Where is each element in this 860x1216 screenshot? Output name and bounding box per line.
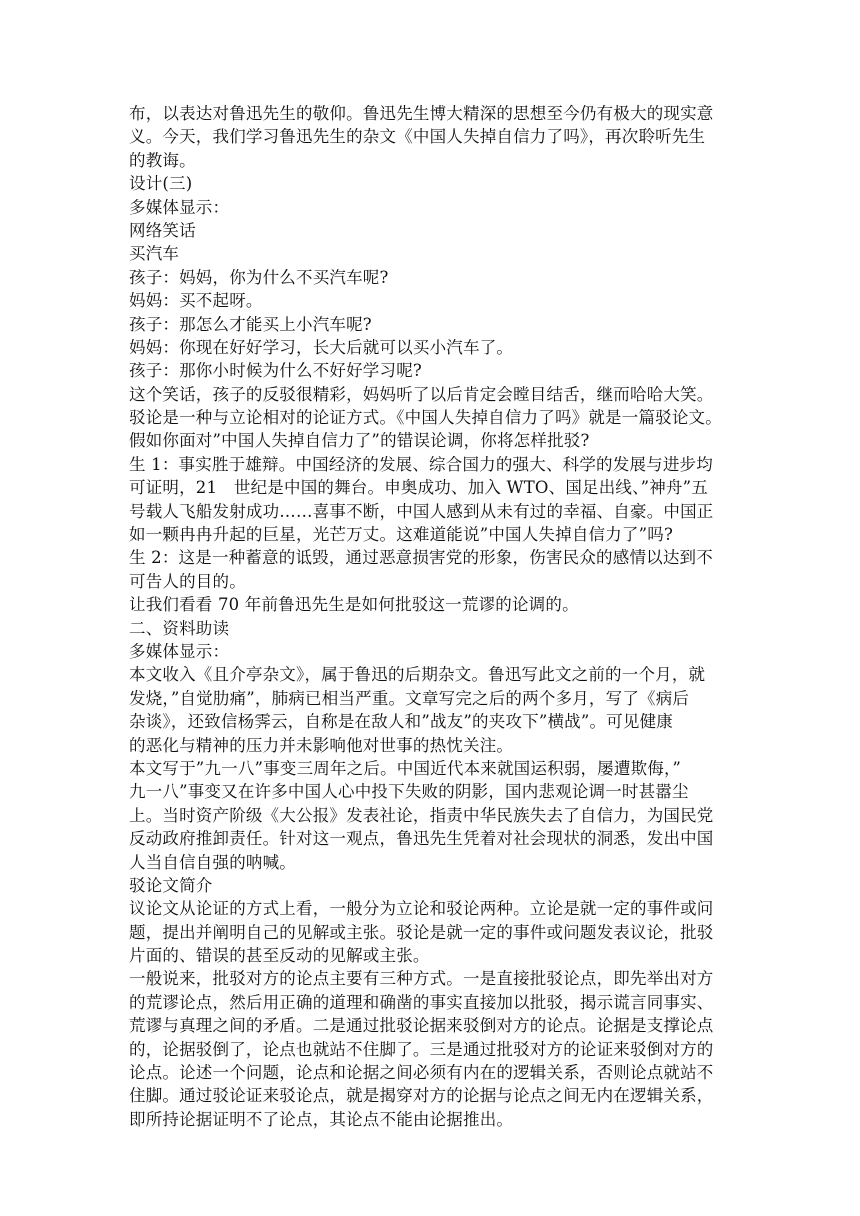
text-line: 题，提出并阐明自己的见解或主张。驳论是就一定的事件或问题发表议论，批驳 [129,922,714,942]
text-line: 本文写于”九一八”事变三周年之后。中国近代本来就国运积弱，屡遭欺侮，” [129,758,682,778]
text-line: 的，论据驳倒了，论点也就站不住脚了。三是通过批驳对方的论证来驳倒对方的 [129,1039,714,1059]
paragraph [129,593,733,616]
text-line: 妈妈：你现在好好学习，长大后就可以买小汽车了。 [129,337,514,357]
text-line: 荒谬与真理之间的矛盾。二是通过批驳论据来驳倒对方的论点。论据是支撑论点 [129,1016,714,1036]
paragraph [129,266,733,289]
text-line: 的恶化与精神的压力并未影响他对世事的热忱关注。 [129,735,514,755]
text-line: 论点。论述一个问题，论点和论据之间必须有内在的逻辑关系，否则论点就站不 [129,1063,714,1083]
text-line: 九一八”事变又在许多中国人心中投下失败的阴影，国内悲观论调一时甚嚣尘 [129,782,689,802]
text-line: 孩子：那怎么才能买上小汽车呢? [129,314,372,334]
text-line: 反动政府推卸责任。针对这一观点，鲁迅先生凭着对社会现状的洞悉，发出中国 [129,829,714,849]
text-line: 号载人飞船发射成功……喜事不断，中国人感到从未有过的幸福、自豪。中国正 [129,501,714,521]
text-line: 发烧，”自觉肋痛”，肺病已相当严重。文章写完之后的两个多月，写了《病后 [129,688,690,708]
text-line: 二、资料助读 [129,618,230,638]
text-line: 让我们看看 70 年前鲁迅先生是如何批驳这一荒谬的论调的。 [129,595,579,615]
text-line: 孩子：妈妈，你为什么不买汽车呢? [129,267,389,287]
text-line: 网络笑话 [129,220,196,240]
paragraph [129,219,733,242]
text-line: 多媒体显示： [129,197,230,217]
text-line: 议论文从论证的方式上看，一般分为立论和驳论两种。立论是就一定的事件或问 [129,899,714,919]
paragraph [129,359,733,382]
text-line: 一般说来，批驳对方的论点主要有三种方式。一是直接批驳论点，即先举出对方 [129,969,714,989]
paragraph [129,546,733,593]
paragraph [129,663,733,757]
text-line: 义。今天，我们学习鲁迅先生的杂文《中国人失掉自信力了吗》，再次聆听先生 [129,127,706,147]
text-line: 可告人的目的。 [129,571,246,591]
paragraph [129,453,733,547]
paragraph [129,289,733,312]
text-line: 设计(三) [129,174,193,194]
paragraph [129,383,733,406]
paragraph [129,967,733,1131]
paragraph [129,640,733,663]
text-line: 可证明，21 世纪是中国的舞台。申奥成功、加入 WTO、国足出线、”神舟”五 [129,478,708,498]
text-line: 住脚。通过驳论证来驳论点，就是揭穿对方的论据与论点之间无内在逻辑关系， [129,1086,714,1106]
text-line: 即所持论据证明不了论点，其论点不能由论据推出。 [129,1109,514,1129]
paragraph [129,757,733,874]
text-line: 片面的、错误的甚至反动的见解或主张。 [129,946,430,966]
paragraph [129,102,733,172]
paragraph [129,406,733,429]
paragraph [129,313,733,336]
text-line: 生 2：这是一种蓄意的诋毁，通过恶意损害党的形象，伤害民众的感情以达到不 [129,548,713,568]
paragraph [129,172,733,195]
text-line: 妈妈：买不起呀。 [129,291,263,311]
paragraph [129,242,733,265]
text-line: 孩子：那你小时候为什么不好好学习呢? [129,361,422,381]
paragraph [129,196,733,219]
text-line: 买汽车 [129,244,180,264]
text-line: 多媒体显示： [129,641,230,661]
text-line: 上。当时资产阶级《大公报》发表社论，指责中华民族失去了自信力，为国民党 [129,805,714,825]
text-line: 如一颗冉冉升起的巨星，光芒万丈。这难道能说”中国人失掉自信力了”吗? [129,525,674,545]
text-line: 生 1：事实胜于雄辩。中国经济的发展、综合国力的强大、科学的发展与进步均 [129,454,713,474]
paragraph [129,897,733,967]
paragraph [129,874,733,897]
text-line: 布，以表达对鲁迅先生的敬仰。鲁迅先生博大精深的思想至今仍有极大的现实意 [129,104,714,123]
paragraph [129,617,733,640]
text-line: 假如你面对”中国人失掉自信力了”的错误论调，你将怎样批驳? [129,431,590,451]
text-line: 本文收入《且介亭杂文》，属于鲁迅的后期杂文。鲁迅写此文之前的一个月，就 [129,665,706,685]
text-line: 人当自信自强的呐喊。 [129,852,296,872]
paragraph [129,336,733,359]
document-body [129,102,733,1131]
text-line: 的教诲。 [129,150,196,170]
text-line: 的荒谬论点，然后用正确的道理和确凿的事实直接加以批驳，揭示谎言同事实、 [129,992,714,1012]
text-line: 这个笑话，孩子的反驳很精彩，妈妈听了以后肯定会瞠目结舌，继而哈哈大笑。 [129,384,714,404]
paragraph [129,429,733,452]
text-line: 杂谈》，还致信杨霁云，自称是在敌人和”战友”的夹攻下”横战”。可见健康 [129,712,673,732]
text-line: 驳论是一种与立论相对的论证方式。《中国人失掉自信力了吗》就是一篇驳论文。 [129,408,722,428]
text-line: 驳论文简介 [129,875,213,895]
